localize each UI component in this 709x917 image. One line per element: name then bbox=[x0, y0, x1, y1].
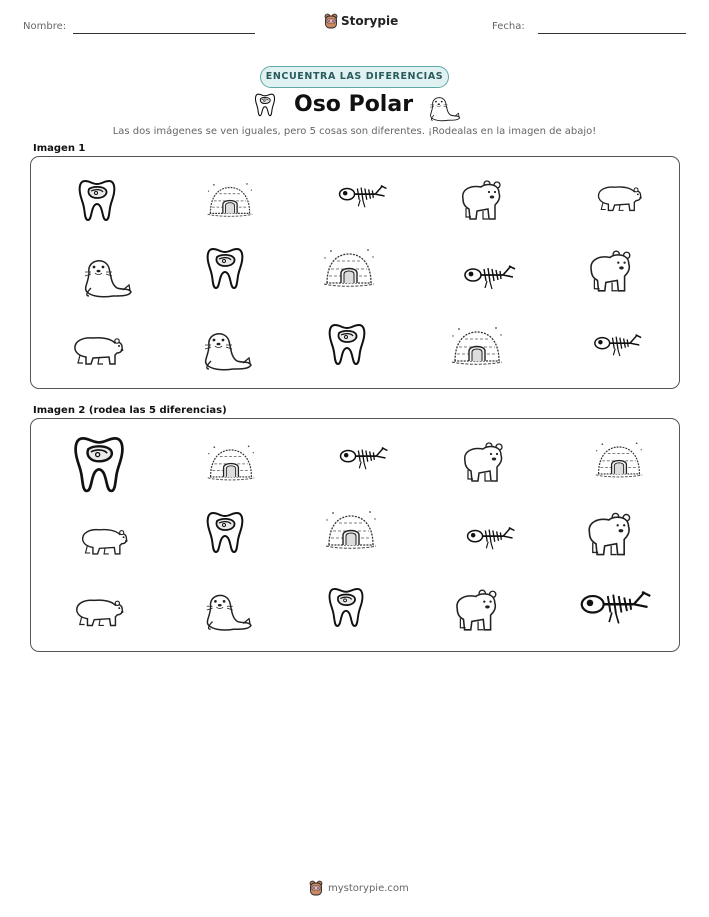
igloo-icon bbox=[321, 245, 377, 291]
igloo-icon bbox=[593, 437, 645, 483]
name-line[interactable] bbox=[73, 33, 255, 34]
page-title: Oso Polar bbox=[294, 92, 414, 117]
tooth-icon bbox=[71, 433, 127, 495]
image1-cell-r1-c1 bbox=[77, 177, 117, 223]
tooth-icon bbox=[77, 177, 117, 223]
tooth-icon bbox=[205, 509, 245, 555]
tooth-icon bbox=[327, 585, 365, 629]
igloo-icon bbox=[449, 323, 505, 369]
storypie-bear-logo-icon bbox=[324, 13, 338, 29]
image2-panel bbox=[30, 418, 680, 652]
polar-bear-walking-icon bbox=[595, 177, 645, 217]
polar-bear-front-icon bbox=[451, 585, 501, 635]
polar-bear-front-icon bbox=[457, 177, 505, 223]
polar-bear-walking-icon bbox=[71, 329, 127, 369]
footer-url[interactable]: mystorypie.com bbox=[328, 882, 409, 894]
image1-cell-r1-c4 bbox=[457, 177, 505, 223]
image2-cell-r3-c2[interactable] bbox=[199, 587, 253, 635]
image1-cell-r2-c4 bbox=[463, 261, 517, 293]
igloo-icon bbox=[205, 177, 255, 223]
fish-skeleton-icon bbox=[337, 181, 389, 211]
fish-skeleton-icon bbox=[593, 329, 643, 361]
igloo-icon bbox=[323, 507, 379, 553]
image1-cell-r3-c4 bbox=[449, 323, 505, 369]
instructions: Las dos imágenes se ven iguales, pero 5 cosas son diferentes. ¡Rodealas en la imagen de abajo! bbox=[112, 126, 597, 137]
image2-cell-r3-c5[interactable] bbox=[579, 585, 653, 629]
polar-bear-walking-icon bbox=[73, 591, 127, 631]
fish-skeleton-icon bbox=[463, 261, 517, 293]
polar-bear-walking-icon bbox=[79, 519, 131, 561]
brand-logo bbox=[324, 13, 398, 29]
seal-icon bbox=[199, 587, 253, 635]
name-label: Nombre: bbox=[23, 21, 67, 32]
tooth-icon bbox=[327, 321, 367, 367]
image1-cell-r2-c3 bbox=[321, 245, 377, 291]
image2-cell-r1-c2[interactable] bbox=[205, 439, 257, 487]
fish-skeleton-icon bbox=[579, 585, 653, 629]
image2-cell-r1-c3[interactable] bbox=[337, 443, 391, 473]
image2-cell-r2-c3[interactable] bbox=[323, 507, 379, 553]
image1-label: Imagen 1 bbox=[33, 143, 86, 154]
date-label: Fecha: bbox=[492, 21, 525, 32]
image1-cell-r1-c5 bbox=[595, 177, 645, 217]
storypie-bear-logo-icon bbox=[309, 880, 323, 896]
seal-icon bbox=[425, 92, 461, 124]
image2-cell-r1-c4[interactable] bbox=[459, 439, 507, 485]
image1-cell-r3-c1 bbox=[71, 329, 127, 369]
title-seal-icon bbox=[425, 92, 461, 122]
image2-cell-r1-c5[interactable] bbox=[593, 437, 645, 483]
image1-cell-r1-c3 bbox=[337, 181, 389, 211]
image2-label: Imagen 2 (rodea las 5 diferencias) bbox=[33, 405, 227, 416]
seal-icon bbox=[77, 252, 133, 302]
image1-cell-r3-c2 bbox=[197, 325, 253, 375]
polar-bear-front-icon bbox=[583, 509, 635, 559]
tooth-icon bbox=[205, 245, 245, 291]
image1-cell-r2-c1 bbox=[77, 252, 133, 302]
image2-cell-r2-c1[interactable] bbox=[79, 519, 131, 561]
image2-cell-r2-c2[interactable] bbox=[205, 509, 245, 555]
image1-cell-r3-c3 bbox=[327, 321, 367, 367]
polar-bear-front-icon bbox=[459, 439, 507, 485]
footer bbox=[309, 880, 409, 896]
image2-cell-r3-c3[interactable] bbox=[327, 585, 365, 629]
image2-cell-r1-c1[interactable] bbox=[71, 433, 127, 495]
brand-name: Storypie bbox=[341, 14, 399, 28]
tooth-icon bbox=[254, 92, 276, 117]
image2-cell-r2-c4[interactable] bbox=[465, 523, 517, 553]
image1-cell-r3-c5 bbox=[593, 329, 643, 361]
image2-cell-r3-c1[interactable] bbox=[73, 591, 127, 631]
seal-icon bbox=[197, 325, 253, 375]
image1-cell-r2-c2 bbox=[205, 245, 245, 291]
image2-cell-r2-c5[interactable] bbox=[583, 509, 635, 559]
igloo-icon bbox=[205, 439, 257, 487]
image1-cell-r2-c5 bbox=[585, 247, 635, 295]
fish-skeleton-icon bbox=[465, 523, 517, 553]
image1-cell-r1-c2 bbox=[205, 177, 255, 223]
image1-panel bbox=[30, 156, 680, 389]
polar-bear-front-icon bbox=[585, 247, 635, 295]
title-tooth-icon bbox=[254, 92, 276, 120]
worksheet-badge: ENCUENTRA LAS DIFERENCIAS bbox=[260, 66, 449, 88]
fish-skeleton-icon bbox=[337, 443, 391, 473]
image2-cell-r3-c4[interactable] bbox=[451, 585, 501, 635]
date-line[interactable] bbox=[538, 33, 686, 34]
